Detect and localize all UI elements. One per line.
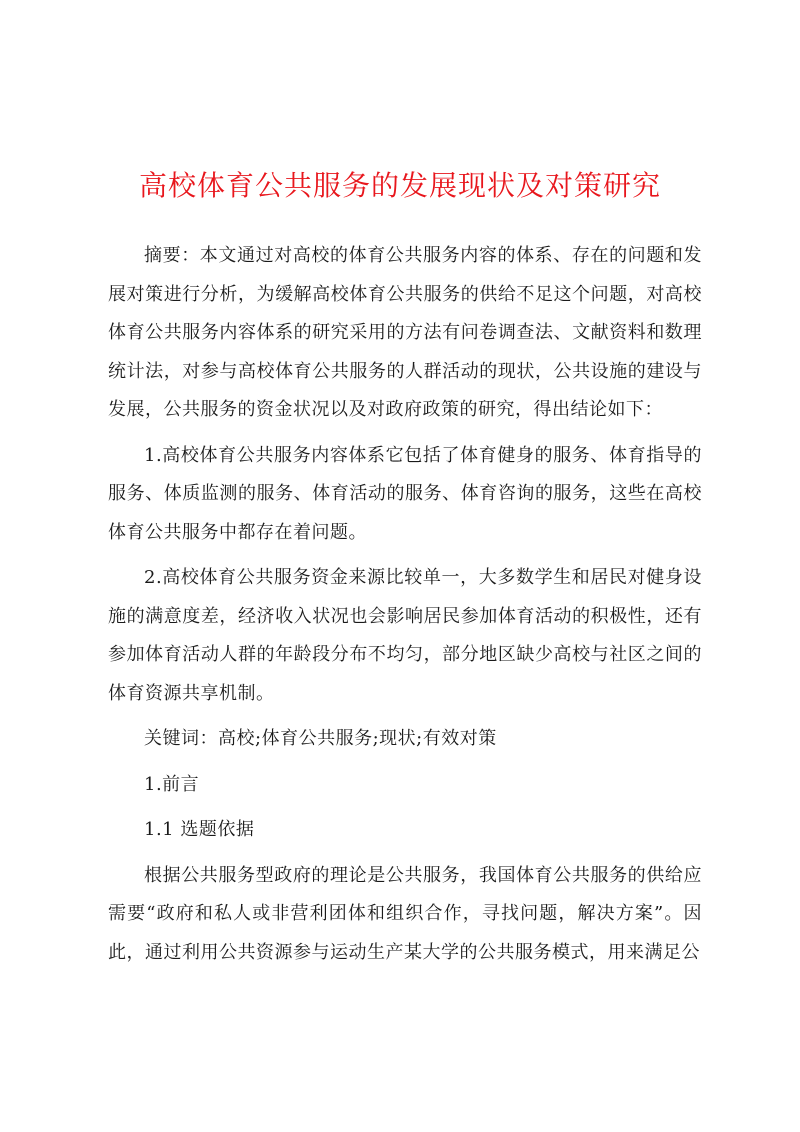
- document-body: [108, 237, 702, 972]
- conclusion-item-2: 2.高校体育公共服务资金来源比较单一，大多数学生和居民对健身设施的满意度差，经济收入状况也会影响居民参加体育活动的积极性，还有参加体育活动人群的年龄段分布不均匀，部分地区缺少高校与社区之间的体育资源共享机制。: [108, 567, 702, 704]
- conclusion-item-1: 1.高校体育公共服务内容体系它包括了体育健身的服务、体育指导的服务、体质监测的服务、体育活动的服务、体育咨询的服务，这些在高校体育公共服务中都存在着问题。: [108, 444, 702, 543]
- section-heading-1-1: 1.1 选题依据: [144, 819, 255, 840]
- abstract-paragraph: 摘要：本文通过对高校的体育公共服务内容的体系、存在的问题和发展对策进行分析，为缓解高校体育公共服务的供给不足这个问题，对高校体育公共服务内容体系的研究采用的方法有问卷调查法、文献资料和数理统计法，对参与高校体育公共服务的人群活动的现状，公共设施的建设与发展，公共服务的资金状况以及对政府政策的研究，得出结论如下：: [108, 245, 702, 420]
- section-heading-1: 1.前言: [144, 773, 200, 795]
- document-title: 高校体育公共服务的发展现状及对策研究: [138, 169, 661, 202]
- body-paragraph: 根据公共服务型政府的理论是公共服务，我国体育公共服务的供给应需要“政府和私人或非营利团体和组织合作，寻找问题，解决方案”。因此，通过利用公共资源参与运动生产某大学的公共服务模式，用来满足公: [108, 864, 702, 963]
- keywords-line: 关键词：高校;体育公共服务;现状;有效对策: [144, 728, 497, 749]
